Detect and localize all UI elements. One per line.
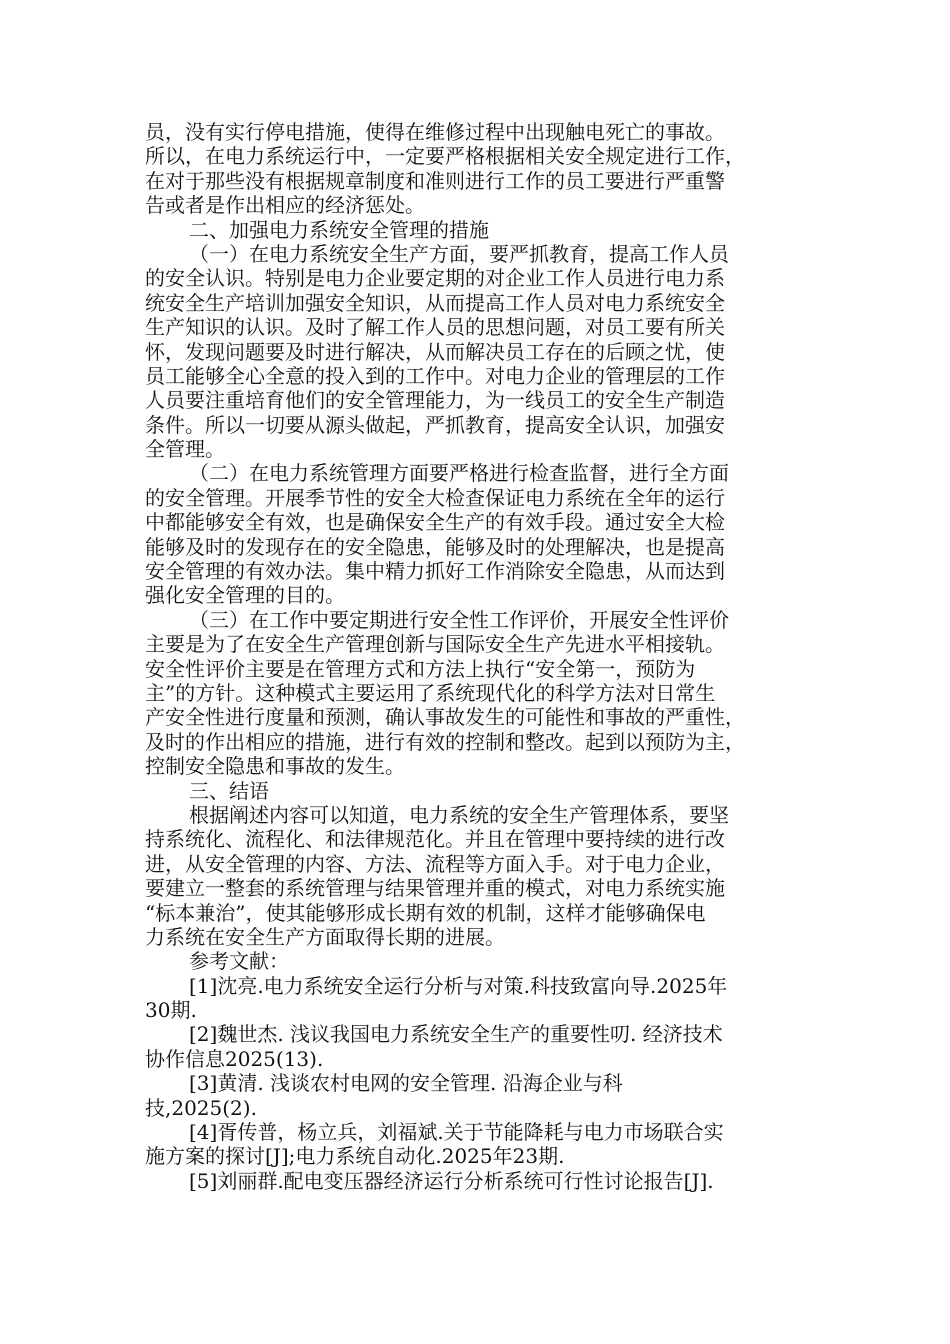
text-line: 统安全生产培训加强安全知识，从而提高工作人员对电力系统安全 (145, 290, 725, 315)
text-line: 进，从安全管理的内容、方法、流程等方面入手。对于电力企业， (145, 851, 725, 876)
text-line: [5]刘丽群.配电变压器经济运行分析系统可行性讨论报告[J]. (189, 1168, 714, 1193)
text-line: 全管理。 (145, 437, 225, 462)
text-line: 主”的方针。这种模式主要运用了系统现代化的科学方法对日常生 (145, 680, 716, 705)
text-line: 在对于那些没有根据规章制度和准则进行工作的员工要进行严重警 (145, 168, 725, 193)
text-line: 技,2025(2). (145, 1095, 257, 1120)
text-line: 安全性评价主要是在管理方式和方法上执行“安全第一，预防为 (145, 656, 696, 681)
text-line: 强化安全管理的目的。 (145, 583, 345, 608)
text-line: 要建立一整套的系统管理与结果管理并重的模式，对电力系统实施 (145, 876, 725, 901)
text-line: 协作信息2025(13). (145, 1046, 324, 1071)
text-line: 二、加强电力系统安全管理的措施 (189, 217, 489, 242)
text-line: [1]沈亮.电力系统安全运行分析与对策.科技致富向导.2025年 (189, 973, 728, 998)
text-line: 员，没有实行停电措施，使得在维修过程中出现触电死亡的事故。 (145, 120, 725, 144)
text-line: 控制安全隐患和事故的发生。 (145, 754, 405, 779)
text-line: 中都能够安全有效，也是确保安全生产的有效手段。通过安全大检 (145, 510, 725, 535)
text-line: [2]魏世杰. 浅议我国电力系统安全生产的重要性叨. 经济技术 (189, 1022, 723, 1047)
text-line: 的安全管理。开展季节性的安全大检查保证电力系统在全年的运行 (145, 485, 725, 510)
text-line: 生产知识的认识。及时了解工作人员的思想问题，对员工要有所关 (145, 315, 725, 340)
text-line: 所以，在电力系统运行中，一定要严格根据相关安全规定进行工作， (145, 144, 745, 169)
text-line: 参考文献： (189, 949, 289, 974)
text-line: 产安全性进行度量和预测，确认事故发生的可能性和事故的严重性， (145, 705, 745, 730)
text-line: （二）在电力系统管理方面要严格进行检查监督，进行全方面 (189, 461, 729, 486)
text-line: 30期. (145, 998, 197, 1023)
text-line: 施方案的探讨[J];电力系统自动化.2025年23期. (145, 1144, 565, 1169)
text-line: 员工能够全心全意的投入到的工作中。对电力企业的管理层的工作 (145, 363, 725, 388)
text-line: 条件。所以一切要从源头做起，严抓教育，提高安全认识，加强安 (145, 412, 725, 437)
text-line: 告或者是作出相应的经济惩处。 (145, 193, 425, 218)
text-line: 力系统在安全生产方面取得长期的进展。 (145, 924, 505, 949)
document-body (145, 120, 805, 1193)
text-line: 根据阐述内容可以知道，电力系统的安全生产管理体系，要坚 (189, 802, 729, 827)
text-line: 及时的作出相应的措施，进行有效的控制和整改。起到以预防为主， (145, 729, 745, 754)
text-line: “标本兼治”，使其能够形成长期有效的机制，这样才能够确保电 (145, 900, 706, 925)
text-line: [4]胥传普，杨立兵，刘福斌.关于节能降耗与电力市场联合实 (189, 1120, 724, 1145)
text-line: 持系统化、流程化、和法律规范化。并且在管理中要持续的进行改 (145, 827, 725, 852)
text-line: 主要是为了在安全生产管理创新与国际安全生产先进水平相接轨。 (145, 632, 725, 657)
text-line: [3]黄清. 浅谈农村电网的安全管理. 沿海企业与科 (189, 1071, 623, 1096)
text-line: 怀，发现问题要及时进行解决，从而解决员工存在的后顾之忧，使 (145, 339, 725, 364)
text-line: 三、结语 (189, 778, 269, 803)
text-line: 能够及时的发现存在的安全隐患，能够及时的处理解决，也是提高 (145, 534, 725, 559)
text-line: 安全管理的有效办法。集中精力抓好工作消除安全隐患，从而达到 (145, 559, 725, 584)
text-line: 的安全认识。特别是电力企业要定期的对企业工作人员进行电力系 (145, 266, 725, 291)
text-line: 人员要注重培育他们的安全管理能力，为一线员工的安全生产制造 (145, 388, 725, 413)
text-line: （一）在电力系统安全生产方面，要严抓教育，提高工作人员 (189, 241, 729, 266)
text-line: （三）在工作中要定期进行安全性工作评价，开展安全性评价 (189, 607, 729, 632)
